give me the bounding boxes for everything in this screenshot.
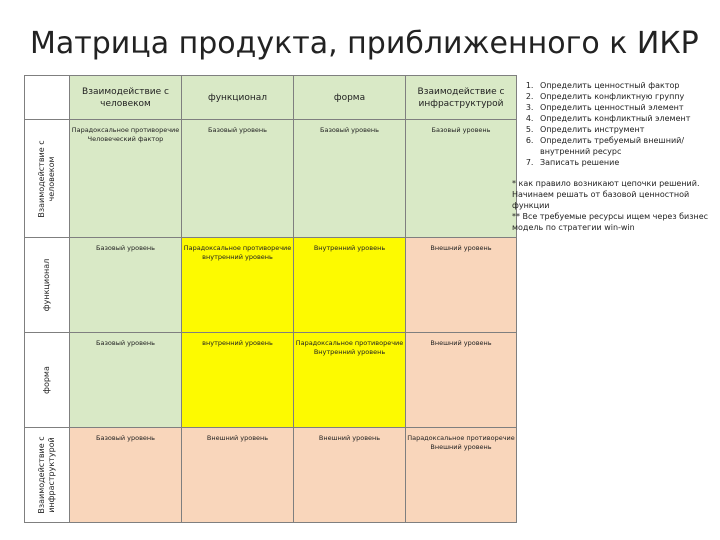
row-header (25, 333, 70, 428)
footnote: * как правило возникают цепочки решений. Начинаем решать от базовой ценностной функции (512, 179, 700, 210)
matrix-cell: Базовый уровень (70, 428, 182, 523)
matrix-corner (25, 76, 70, 120)
matrix-cell: Базовый уровень (406, 120, 517, 238)
matrix-cell: Парадоксальное противоречие внутренний уровень (182, 238, 294, 333)
column-header: Взаимодействие с человеком (70, 76, 182, 120)
footnote: ** Все требуемые ресурсы ищем через бизнес модель по стратегии win-win (512, 212, 709, 232)
notes-panel (512, 80, 712, 233)
column-header: Взаимодействие с инфраструктурой (406, 76, 517, 120)
page-title: Матрица продукта, приближенного к ИКР (30, 26, 699, 61)
row-header (25, 238, 70, 333)
product-matrix (24, 75, 517, 523)
matrix-cell: Внешний уровень (294, 428, 406, 523)
column-header: функционал (182, 76, 294, 120)
step-item: 3. Определить ценностный элемент (536, 102, 712, 113)
row-header (25, 428, 70, 523)
step-item: 2. Определить конфликтную группу (536, 91, 712, 102)
steps-list (512, 80, 712, 168)
matrix-cell: Парадоксальное противоречие Человеческий фактор (70, 120, 182, 238)
matrix-cell: Базовый уровень (70, 333, 182, 428)
step-item: 6. Определить требуемый внешний/внутренний ресурс (536, 135, 712, 157)
matrix-cell: Внутренний уровень (294, 238, 406, 333)
column-header: форма (294, 76, 406, 120)
step-item: 5. Определить инструмент (536, 124, 712, 135)
step-item: 4. Определить конфликтный элемент (536, 113, 712, 124)
matrix-cell: Базовый уровень (294, 120, 406, 238)
matrix-cell: Парадоксальное противоречие Внешний уровень (406, 428, 517, 523)
matrix-cell: Базовый уровень (70, 238, 182, 333)
matrix-cell: Внешний уровень (406, 333, 517, 428)
matrix-cell: внутренний уровень (182, 333, 294, 428)
row-header-label: Взаимодействие с человеком (37, 139, 56, 218)
step-item: 7. Записать решение (536, 157, 712, 168)
matrix-cell: Парадоксальное противоречие Внутренний уровень (294, 333, 406, 428)
footnotes (512, 178, 712, 233)
row-header (25, 120, 70, 238)
row-header-label: Взаимодействие с инфраструктурой (37, 436, 56, 514)
matrix-cell: Базовый уровень (182, 120, 294, 238)
matrix-cell: Внешний уровень (406, 238, 517, 333)
row-header-label: функционал (42, 258, 51, 312)
matrix-cell: Внешний уровень (182, 428, 294, 523)
step-item: 1. Определить ценностный фактор (536, 80, 712, 91)
row-header-label: форма (42, 366, 51, 394)
